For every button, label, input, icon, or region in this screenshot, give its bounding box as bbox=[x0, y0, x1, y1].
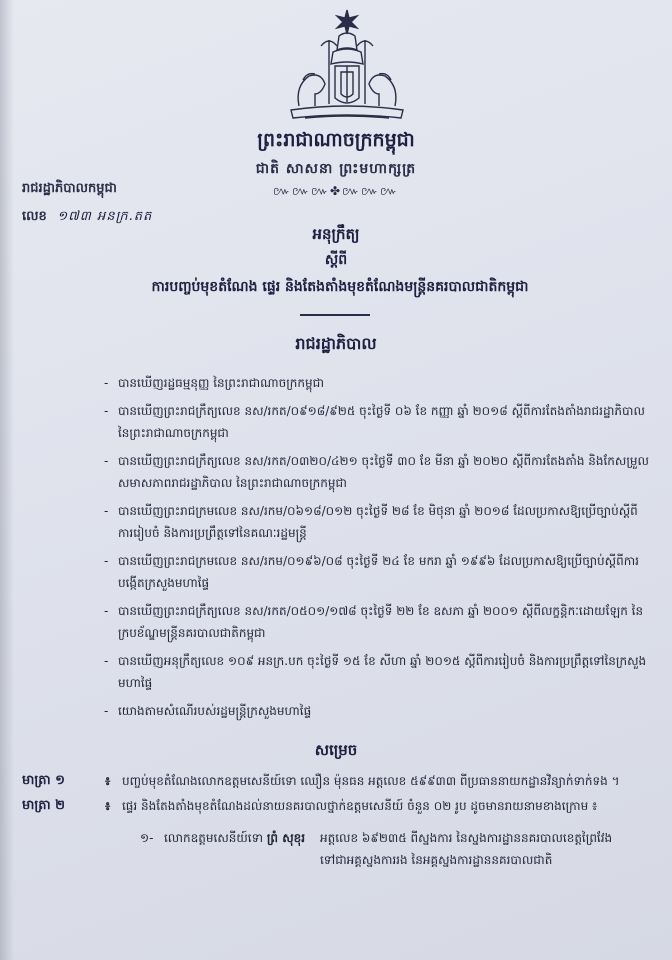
article-label: មាត្រា ២ bbox=[22, 798, 65, 813]
officer-detail: អត្តលេខ ៦៩២៣៥ ពីស្នងការ នៃស្នងការដ្ឋាននគរបាលខេត្តព្រៃវែង ទៅជាអគ្គស្នងការរង នៃអគ្គស្នងការដ្ឋាននគរបាលជាតិ bbox=[320, 831, 613, 867]
kingdom-heading: ព្រះរាជាណាចក្រកម្ពុជា bbox=[257, 129, 415, 151]
officer-rank-name bbox=[164, 827, 305, 849]
consideration-item: - បានឃើញព្រះរាជក្រមលេខ នស/រកម/០១៩៦/០៨ ចុះថ្ងៃទី ២៤ ខែ មករា ឆ្នាំ ១៩៩៦ ដែលប្រកាសឱ្យប្រើច្បាប់ស្តីពីការបង្កើតក្រសួងមហាផ្ទៃ bbox=[104, 554, 639, 590]
consideration-item: - បានឃើញព្រះរាជក្រមលេខ នស/រកម/០៦១៨/០១២ ចុះថ្ងៃទី ២៨ ខែ មិថុនា ឆ្នាំ ២០១៨ ដែលប្រកាសឱ្យប្រើច្បាប់ស្តីពីការរៀបចំ និងការប្រព្រឹត្តទៅនៃគណៈរដ្ឋមន្ត្រី bbox=[104, 504, 638, 540]
document-subject: ការបញ្ចប់មុខតំណែង ផ្ទេរ និងតែងតាំងមុខតំណែងមន្ត្រីនគរបាលជាតិកម្ពុជា bbox=[151, 279, 529, 295]
officer-number: ១- bbox=[140, 831, 154, 845]
document-page: ព្រះរាជាណាចក្រកម្ពុជា ជាតិ សាសនា ព្រះមហាក្សត្រ ៚៚៚✤៚៚៚ រាជរដ្ឋាភិបាលកម្ពុជា លេខ ១៧៣ អនក្រ.តត អនុក្រឹត្យ ស្តីពី ការបញ្ចប់មុខតំណែង ផ្ទេរ និងតែងតាំងមុខតំណែងមន្ត្រីនគរបាលជាតិកម្ពុជា រាជរដ្ឋាភិបាល - បានឃើញរដ្ឋធម្មនុញ្ញ នៃព្រះរាជាណាចក្រកម្ពុជា - បានឃើញព្រះរាជក្រឹត្យលេខ នស/រកត/០៩១៨/៩២៥ ចុះថ្ងៃទី ០៦ ខែ កញ្ញា ឆ្នាំ ២០១៨ ស្តីពីការតែងតាំងរាជរដ្ឋាភិបាល នៃព្រះរាជាណាចក្រកម្ពុជា - បានឃើញព្រះរាជក្រឹត្យលេខ នស/រកត/០៣២០/៤២១ ចុះថ្ងៃទី ៣០ ខែ មីនា ឆ្នាំ ២០២០ ស្តីពីការតែងតាំង និងកែសម្រួលសមាសភាពរាជរដ្ឋាភិបាល នៃព្រះរាជាណាចក្រកម្ពុជា - បានឃើញព្រះរាជក្រមលេខ នស/រកម/០៦១៨/០១២ ចុះថ្ងៃទី ២៨ ខែ មិថុនា ឆ្នាំ ២០១៨ ដែលប្រកាសឱ្យប្រើច្បាប់ស្តីពីការរៀបចំ និងការប្រព្រឹត្តទៅនៃគណៈរដ្ឋមន្ត្រី - បានឃើញព្រះរាជក្រមលេខ នស/រកម/០១៩៦/០៨ ចុះថ្ងៃទី ២៤ ខែ មករា ឆ្នាំ ១៩៩៦ ដែលប្រកាសឱ្យប្រើច្បាប់ស្តីពីការបង្កើតក្រសួងមហាផ្ទៃ - បានឃើញព្រះរាជក្រឹត្យលេខ នស/រកត/០៥០១/១៧៨ ចុះថ្ងៃទី ២២ ខែ ឧសភា ឆ្នាំ ២០០១ ស្តីពីលក្ខន្តិកៈដោយឡែក នៃក្របខ័ណ្ឌមន្ត្រីនគរបាលជាតិកម្ពុជា - បានឃើញអនុក្រឹត្យលេខ ១០៩ អនក្រ.បក ចុះថ្ងៃទី ១៥ ខែ សីហា ឆ្នាំ ២០១៥ ស្តីពីការរៀបចំ និងការប្រព្រឹត្តទៅនៃក្រសួងមហាផ្ទៃ - យោងតាមសំណើរបស់រដ្ឋមន្ត្រីក្រសួងមហាផ្ទៃ សម្រេច មាត្រា ១ ៖ បញ្ចប់មុខតំណែងលោកឧត្តមសេនីយ៍ទោ ឈឿន ម៉ុនធន អត្តលេខ ៥៩៩៣៣ ពីប្រធាននាយកដ្ឋានវិន្យាក់ទាក់ទង ។ មាត្រា ២ ៖ ផ្ទេរ និងតែងតាំងមុខតំណែងដល់នាយនគរបាលថ្នាក់ឧត្តមសេនីយ៍ ចំនួន ០២ រូប ដូចមានរាយនាមខាងក្រោម ៖ ១- លោកឧត្តមសេនីយ៍ទោ ព្រំ សុខុរ អត្តលេខ ៦៩២៣៥ ពីស្នងការ នៃស្នងការដ្ឋាននគរបាលខេត្តព្រៃវែង ទៅជាអគ្គស្នងការរង នៃអគ្គស្នងការដ្ឋាននគរបាលជាតិ bbox=[0, 0, 672, 960]
issuing-government: រាជរដ្ឋាភិបាលកម្ពុជា bbox=[22, 181, 117, 196]
document-type-title: អនុក្រឹត្យ bbox=[312, 225, 360, 243]
national-motto: ជាតិ សាសនា ព្រះមហាក្សត្រ bbox=[255, 161, 417, 177]
article-label: មាត្រា ១ bbox=[22, 773, 65, 788]
officer-name: ព្រំ សុខុរ bbox=[266, 831, 306, 845]
regarding-label: ស្តីពី bbox=[324, 252, 348, 268]
title-divider bbox=[300, 314, 370, 316]
article-text: បញ្ចប់មុខតំណែងលោកឧត្តមសេនីយ៍ទោ ឈឿន ម៉ុនធន អត្តលេខ ៥៩៩៣៣ ពីប្រធាននាយកដ្ឋានវិន្យាក់ទាក់ទង ។ bbox=[122, 774, 620, 788]
government-title: រាជរដ្ឋាភិបាល bbox=[295, 334, 377, 353]
consideration-item: - បានឃើញអនុក្រឹត្យលេខ ១០៩ អនក្រ.បក ចុះថ្ងៃទី ១៥ ខែ សីហា ឆ្នាំ ២០១៥ ស្តីពីការរៀបចំ និងការប្រព្រឹត្តទៅនៃក្រសួងមហាផ្ទៃ bbox=[104, 654, 647, 690]
consideration-item: - បានឃើញរដ្ឋធម្មនុញ្ញ នៃព្រះរាជាណាចក្រកម្ពុជា bbox=[104, 376, 325, 390]
consideration-item: - បានឃើញព្រះរាជក្រឹត្យលេខ នស/រកត/០៩១៨/៩២៥ ចុះថ្ងៃទី ០៦ ខែ កញ្ញា ឆ្នាំ ២០១៨ ស្តីពីការតែងតាំងរាជរដ្ឋាភិបាល នៃព្រះរាជាណាចក្រកម្ពុជា bbox=[104, 404, 645, 440]
considerations-list bbox=[104, 372, 650, 728]
decides-title: សម្រេច bbox=[314, 741, 358, 759]
royal-emblem-icon bbox=[285, 6, 410, 124]
header-ornament: ៚៚៚✤៚៚៚ bbox=[272, 184, 399, 198]
consideration-item: - បានឃើញព្រះរាជក្រឹត្យលេខ នស/រកត/០៥០១/១៧៨ ចុះថ្ងៃទី ២២ ខែ ឧសភា ឆ្នាំ ២០០១ ស្តីពីលក្ខន្តិកៈដោយឡែក នៃក្របខ័ណ្ឌមន្ត្រីនគរបាលជាតិកម្ពុជា bbox=[104, 604, 644, 640]
consideration-item: - បានឃើញព្រះរាជក្រឹត្យលេខ នស/រកត/០៣២០/៤២១ ចុះថ្ងៃទី ៣០ ខែ មីនា ឆ្នាំ ២០២០ ស្តីពីការតែងតាំង និងកែសម្រួលសមាសភាពរាជរដ្ឋាភិបាល នៃព្រះរាជាណាចក្រកម្ពុជា bbox=[104, 454, 649, 490]
reference-value: ១៧៣ អនក្រ.តត bbox=[57, 209, 153, 224]
reference-label: លេខ bbox=[22, 209, 47, 224]
officer-rank: លោកឧត្តមសេនីយ៍ទោ bbox=[164, 831, 264, 845]
article-text: ផ្ទេរ និងតែងតាំងមុខតំណែងដល់នាយនគរបាលថ្នាក់ឧត្តមសេនីយ៍ ចំនួន ០២ រូប ដូចមានរាយនាមខាងក្រោម ៖ bbox=[122, 799, 598, 813]
consideration-item: - យោងតាមសំណើរបស់រដ្ឋមន្ត្រីក្រសួងមហាផ្ទៃ bbox=[104, 704, 312, 718]
